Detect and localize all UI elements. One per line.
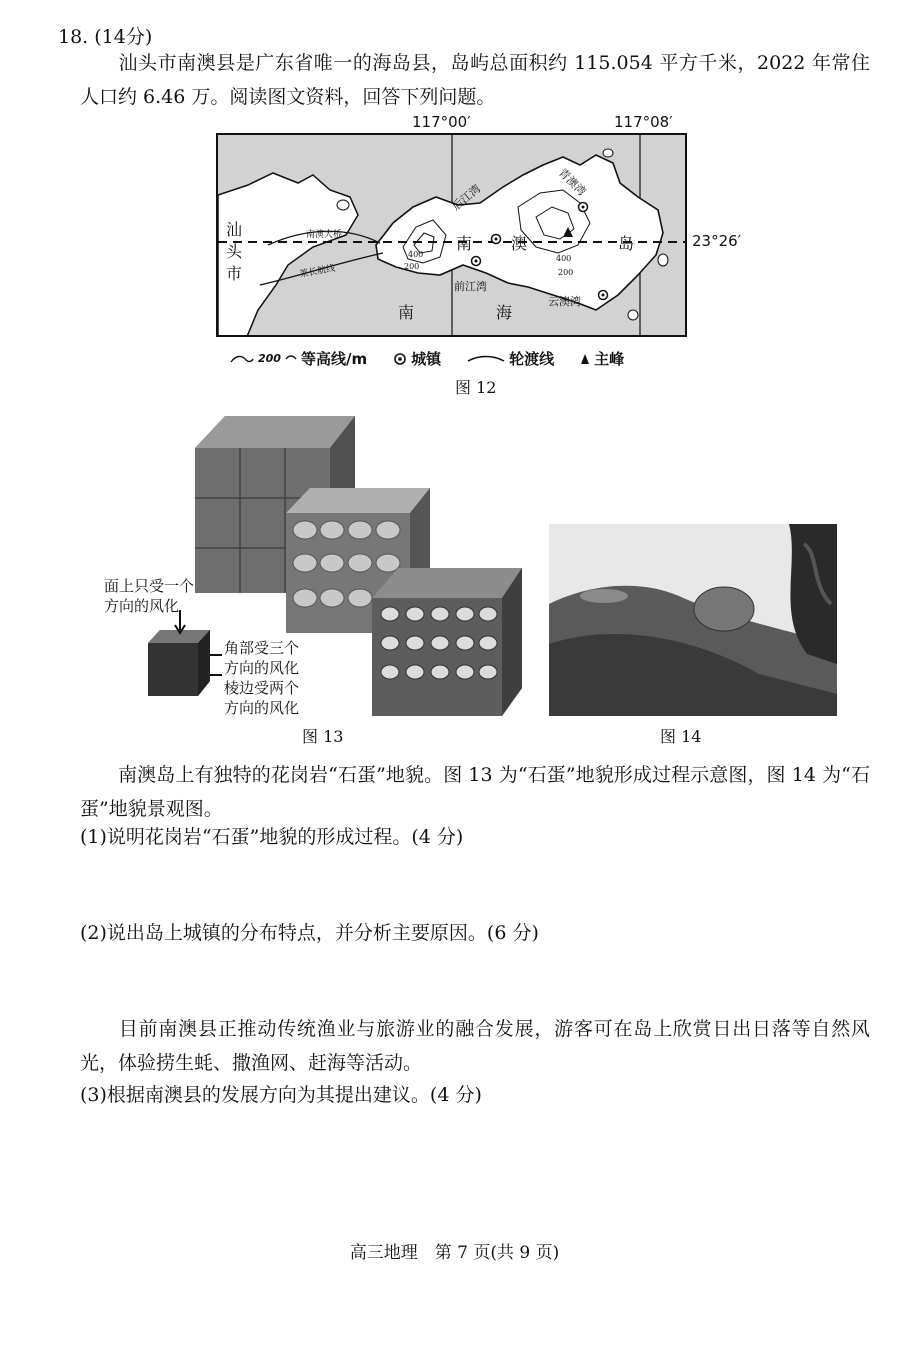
passage-granite <box>80 758 870 826</box>
legend-town <box>393 348 441 369</box>
note-face-line1: 面上只受一个 <box>104 577 195 595</box>
label-houjiang: 后江湾 <box>449 182 484 214</box>
label-bridge: 南澳大桥 <box>306 230 343 240</box>
question-number <box>58 22 152 49</box>
page-footer: 高三地理 第 7 页(共 9 页) <box>349 1243 560 1263</box>
contour-200-a: 200 <box>404 262 420 271</box>
passage-granite-text: 南澳岛上有独特的花岗岩“石蛋”地貌。图 13 为“石蛋”地貌形成过程示意图，图 14 为“石蛋”地貌景观图。 <box>80 764 870 820</box>
intro-text: 汕头市南澳县是广东省唯一的海岛县，岛屿总面积约 115.054 平方千米，2022 年常住人口约 6.46 万。阅读图文资料，回答下列问题。 <box>80 52 870 108</box>
note-edge-weathering <box>224 678 299 718</box>
question-score: (14分) <box>94 26 153 48</box>
figure14-caption: 图 14 <box>660 727 702 746</box>
label-shantou-1: 汕 <box>226 220 243 239</box>
note-edge-line1: 棱边受两个 <box>224 679 300 697</box>
longitude-left: 117°00′ <box>412 113 471 131</box>
figure14-granite-landscape-photo <box>549 524 837 716</box>
legend-town-label: 城镇 <box>411 350 442 368</box>
question-number-text: 18. <box>58 26 89 48</box>
note-face-line2: 方向的风化 <box>104 597 180 615</box>
label-qianjiang: 前江湾 <box>454 280 487 293</box>
sub-question-2: (2)说出岛上城镇的分布特点，并分析主要原因。(6 分) <box>80 922 539 944</box>
longitude-right: 117°08′ <box>614 113 673 131</box>
legend-contour <box>230 348 367 369</box>
note-corner-line2: 方向的风化 <box>224 659 300 677</box>
label-sea-hai: 海 <box>496 303 513 322</box>
label-ferry-route: 莱长航线 <box>298 263 336 280</box>
contour-400-a: 400 <box>408 250 424 259</box>
label-shantou-2: 头 <box>226 242 243 261</box>
label-qingao: 青澳湾 <box>555 165 589 199</box>
figure13-weathering-diagram <box>104 398 530 718</box>
weathering-blocks <box>110 398 530 718</box>
sub-question-1: (1)说明花岗岩“石蛋”地貌的形成过程。(4 分) <box>80 826 464 848</box>
note-corner-line1: 角部受三个 <box>224 639 300 657</box>
legend-peak-label: 主峰 <box>594 350 625 368</box>
sub-question-3: (3)根据南澳县的发展方向为其提出建议。(4 分) <box>80 1084 482 1106</box>
intro-paragraph <box>80 46 870 114</box>
note-corner-weathering <box>224 638 299 678</box>
passage-development-text: 目前南澳县正推动传统渔业与旅游业的融合发展，游客可在岛上欣赏日出日落等自然风光，体验捞生蚝、撒渔网、赶海等活动。 <box>80 1018 870 1074</box>
label-nan: 南 <box>456 234 473 253</box>
peak-icon <box>580 353 590 365</box>
legend-ferry <box>467 348 554 369</box>
passage-development <box>80 1012 870 1080</box>
town-icon <box>393 352 407 366</box>
figure13-caption: 图 13 <box>302 727 344 746</box>
contour-400-b: 400 <box>556 254 572 263</box>
figure12-caption: 图 12 <box>455 378 497 397</box>
label-dao: 岛 <box>618 234 635 253</box>
note-edge-line2: 方向的风化 <box>224 699 300 717</box>
latitude-label: 23°26′ <box>692 232 742 250</box>
label-yunao: 云澳湾 <box>548 295 581 308</box>
map-legend <box>230 348 670 369</box>
note-face-weathering <box>104 576 194 616</box>
legend-peak <box>580 348 624 369</box>
label-sea-nan: 南 <box>398 303 415 322</box>
ferry-line-icon <box>467 353 505 365</box>
nanao-map <box>216 133 687 337</box>
legend-contour-value: 200 <box>258 352 281 365</box>
contour-line-tail-icon <box>285 353 297 365</box>
legend-ferry-label: 轮渡线 <box>509 350 555 368</box>
contour-line-icon <box>230 353 254 365</box>
contour-200-b: 200 <box>558 268 574 277</box>
legend-contour-label: 等高线/m <box>300 350 368 368</box>
label-ao: 澳 <box>511 234 528 253</box>
map-svg <box>218 135 687 337</box>
label-shantou-3: 市 <box>226 264 243 283</box>
granite-landscape <box>549 524 837 716</box>
